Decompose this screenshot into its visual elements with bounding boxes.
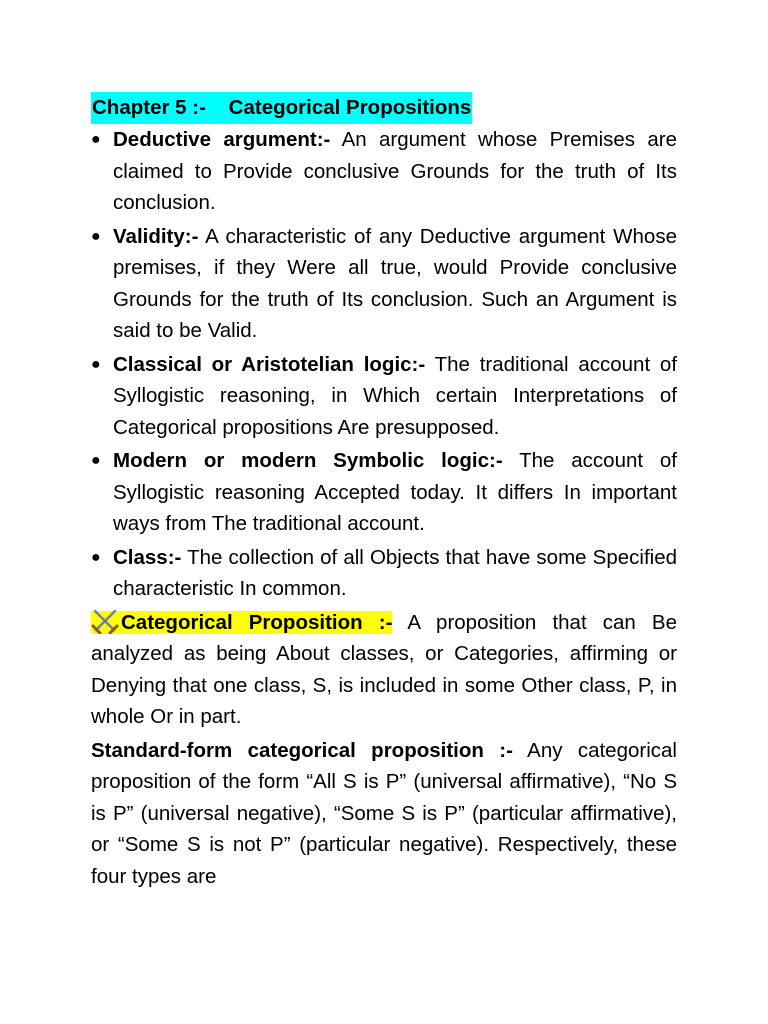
- definition-text: A characteristic of any Deductive argument Whose premises, if they Were all true, would Provide conclusive Grounds for the truth of Its conclusion. Such an Argument is said to be Valid.: [113, 224, 677, 342]
- bullet-icon: ●: [91, 548, 101, 566]
- bullet-icon: ●: [91, 227, 101, 245]
- categorical-proposition-term: Categorical Proposition :-: [121, 610, 393, 634]
- crossed-swords-icon: [91, 608, 119, 634]
- standard-form-term: Standard-form categorical proposition :-: [91, 738, 513, 762]
- definition-item: [91, 349, 677, 444]
- definition-item: [91, 124, 677, 219]
- definition-text: The collection of all Objects that have some Specified characteristic In common.: [113, 545, 677, 600]
- definition-term: Modern or modern Symbolic logic:-: [113, 449, 503, 472]
- standard-form-text: Any categorical proposition of the form “All S is P” (universal affirmative), “No S is P” (universal negative), “Some S is P” (particular affirmative), or “Some S is not P” (particular negative). Respectively, these four types are: [91, 738, 677, 888]
- bullet-icon: ●: [91, 452, 101, 469]
- definition-text: The account of Syllogistic reasoning Accepted today. It differs In important ways from The traditional account.: [113, 449, 678, 535]
- bullet-icon: ●: [91, 355, 101, 373]
- categorical-proposition-paragraph: [91, 607, 677, 733]
- definition-item: [91, 221, 677, 347]
- bullet-icon: ●: [91, 131, 101, 148]
- definition-text: The traditional account of Syllogistic reasoning, in Which certain Interpretations of Categorical propositions Are presupposed.: [113, 352, 678, 439]
- categorical-proposition-term-highlight: [91, 611, 392, 634]
- definitions-list: [91, 124, 677, 605]
- chapter-heading: Chapter 5 :- Categorical Propositions: [91, 92, 472, 124]
- definition-term: Classical or Aristotelian logic:-: [113, 352, 426, 376]
- document-page: [91, 92, 677, 892]
- definition-text: An argument whose Premises are claimed to Provide conclusive Grounds for the truth of Its conclusion.: [113, 128, 677, 214]
- chapter-heading-line: [91, 92, 677, 124]
- categorical-proposition-text: A proposition that can Be analyzed as being About classes, or Categories, affirming or Denying that one class, S, is included in some Other class, P, in whole Or in part.: [91, 610, 677, 728]
- definition-term: Validity:-: [113, 224, 199, 248]
- definition-item: [91, 542, 677, 605]
- standard-form-paragraph: [91, 735, 677, 893]
- definition-term: Class:-: [113, 545, 182, 569]
- definition-term: Deductive argument:-: [113, 128, 331, 151]
- definition-item: [91, 445, 677, 540]
